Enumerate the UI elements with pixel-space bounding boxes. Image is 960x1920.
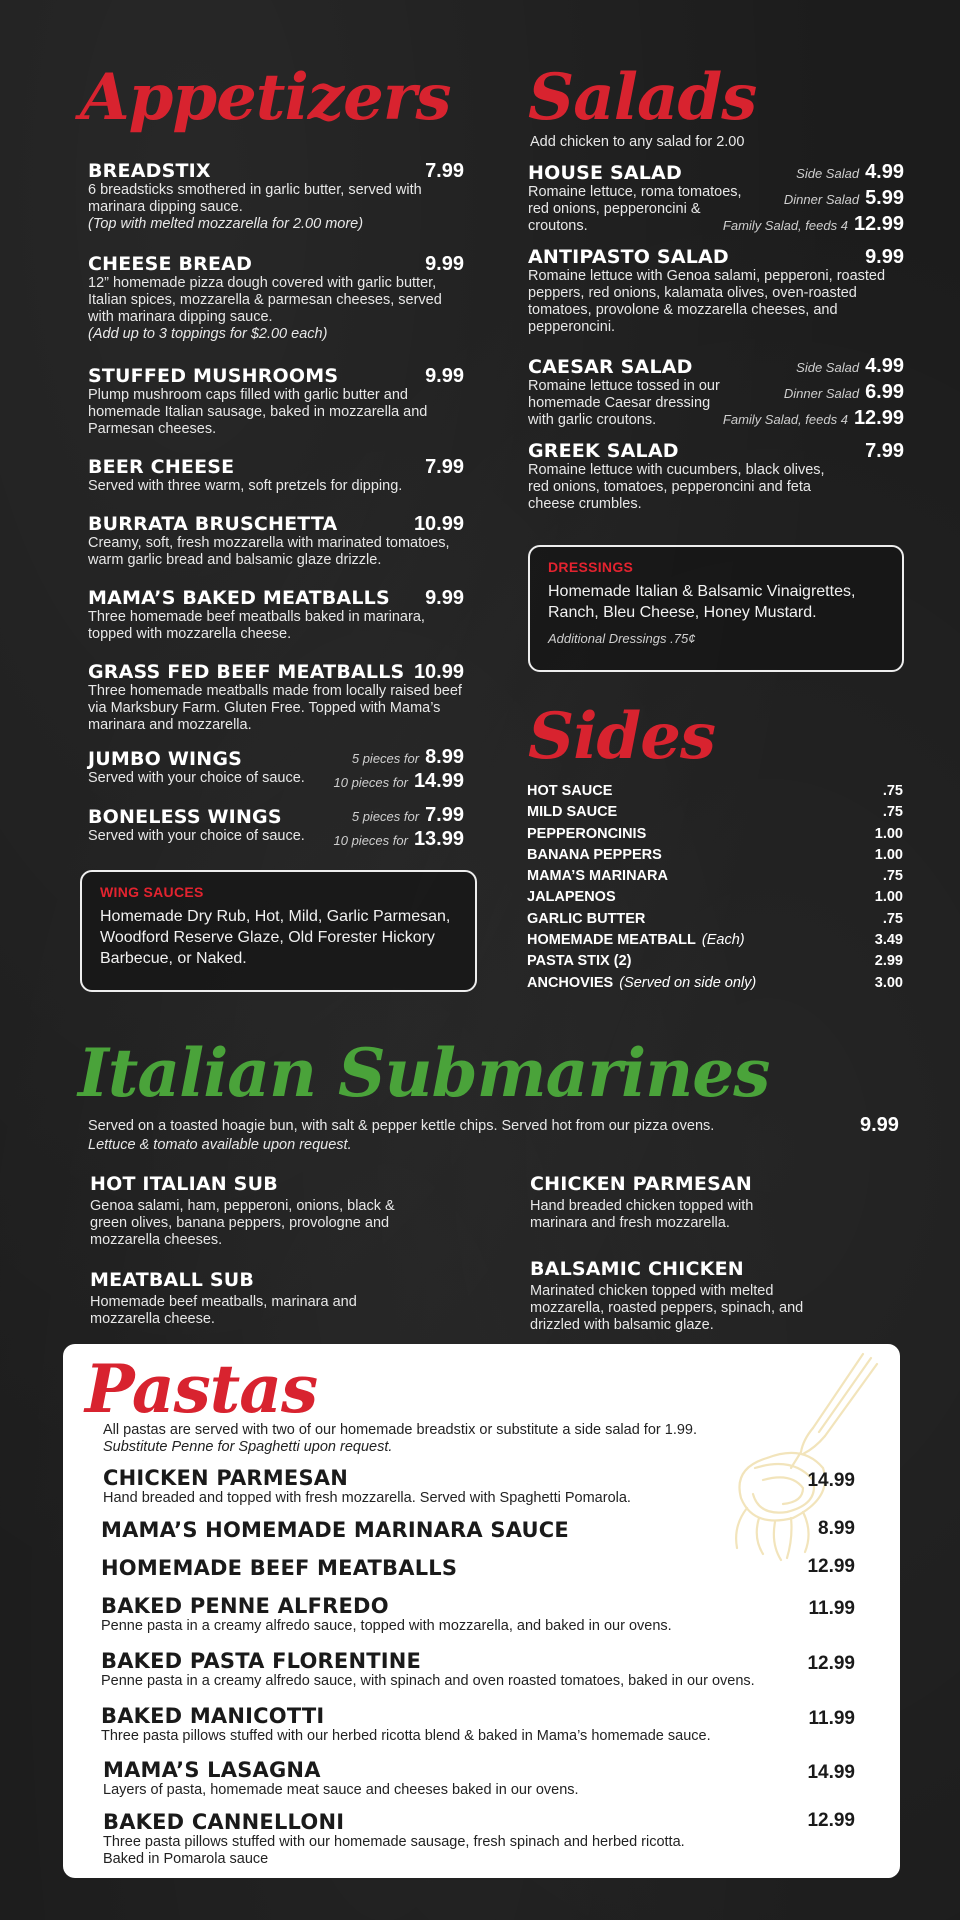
item-description: Romaine lettuce, roma tomatoes, red onions, pepperoncini & croutons.	[528, 184, 742, 234]
salads-column	[528, 162, 904, 535]
item-description: 6 breadsticks smothered in garlic butter, served with marinara dipping sauce.	[88, 182, 422, 215]
box-title: WING SAUCES	[100, 884, 204, 900]
side-price: 1.00	[874, 825, 903, 842]
item-name: HOUSE SALAD	[528, 162, 682, 184]
item-description: 12” homemade pizza dough covered with garlic butter, Italian spices, mozzarella & parmesan cheeses, served with marinara dipping sauce.	[88, 275, 442, 325]
item-name: BAKED CANNELLONI	[103, 1810, 345, 1834]
salad-item	[528, 440, 904, 513]
box-note: Additional Dressings .75¢	[548, 631, 696, 646]
item-price: 9.99	[865, 246, 904, 268]
item-price: 10.99	[413, 513, 464, 535]
item-description: Penne pasta in a creamy alfredo sauce, topped with mozzarella, and baked in our ovens.	[101, 1618, 672, 1634]
side-name: MILD SAUCE	[527, 804, 618, 821]
item-price: 7.99	[425, 456, 464, 478]
appetizer-item	[88, 160, 464, 233]
price-label: Dinner Salad	[783, 386, 860, 401]
item-name: STUFFED MUSHROOMS	[88, 365, 339, 387]
side-item	[527, 953, 903, 974]
side-price: 1.00	[874, 889, 903, 906]
side-price: .75	[882, 910, 903, 927]
appetizers-title: Appetizers	[80, 60, 451, 135]
item-price: 8.99	[818, 1518, 855, 1539]
item-price: 9.99	[425, 365, 464, 387]
item-price: 11.99	[808, 1598, 855, 1619]
item-description: Romaine lettuce with Genoa salami, pepperoni, roasted peppers, red onions, kalamata olives, oven-roasted tomatoes, provolone & mozzarella cheeses, and pepperoncini.	[528, 268, 886, 335]
side-note: (Served on side only)	[619, 974, 757, 991]
side-item	[527, 868, 903, 889]
item-description-2: Baked in Pomarola sauce	[103, 1851, 269, 1867]
pastas-title: Pastas	[85, 1350, 318, 1428]
pasta-item	[101, 1649, 855, 1690]
pasta-item	[101, 1518, 855, 1542]
item-name: BURRATA BRUSCHETTA	[88, 513, 338, 535]
price-label: Dinner Salad	[783, 192, 860, 207]
price-label: Family Salad, feeds 4	[722, 412, 848, 427]
pastas-panel	[63, 1344, 900, 1878]
side-name: HOMEMADE MEATBALL	[527, 932, 696, 949]
item-description: Three pasta pillows stuffed with our homemade sausage, fresh spinach and herbed ricotta.	[103, 1834, 685, 1850]
item-price: 7.99	[425, 160, 464, 182]
price-value: 5.99	[865, 187, 904, 209]
item-description: Three pasta pillows stuffed with our herbed ricotta blend & baked in Mama’s homemade sauce.	[101, 1728, 711, 1744]
item-name: HOT ITALIAN SUB	[90, 1173, 278, 1195]
item-price: 9.99	[425, 587, 464, 609]
appetizer-item	[88, 253, 464, 343]
side-item	[527, 889, 903, 910]
wing-prices	[334, 804, 465, 852]
box-body: Homemade Dry Rub, Hot, Mild, Garlic Parmesan, Woodford Reserve Glaze, Old Forester Hickory Barbecue, or Naked.	[100, 908, 451, 967]
item-description: Hand breaded and topped with fresh mozzarella. Served with Spaghetti Pomarola.	[103, 1490, 631, 1506]
side-item	[527, 826, 903, 847]
side-price: 3.00	[874, 974, 903, 991]
item-description: Homemade beef meatballs, marinara and mozzarella cheese.	[90, 1294, 357, 1327]
side-item	[527, 911, 903, 932]
pasta-item	[103, 1758, 855, 1799]
sub-item	[530, 1258, 850, 1334]
appetizer-item	[88, 365, 464, 438]
side-note: (Each)	[701, 932, 745, 949]
price-value: 8.99	[425, 746, 464, 768]
price-value: 4.99	[865, 161, 904, 183]
subs-price: 9.99	[860, 1114, 899, 1136]
box-title: DRESSINGS	[548, 559, 634, 575]
side-price: 3.49	[874, 932, 903, 949]
item-description: Romaine lettuce with cucumbers, black olives, red onions, tomatoes, pepperoncini and feta cheese crumbles.	[528, 462, 825, 512]
item-name: BAKED PASTA FLORENTINE	[101, 1649, 422, 1673]
item-name: CAESAR SALAD	[528, 356, 693, 378]
salad-item	[528, 356, 904, 434]
item-note: (Top with melted mozzarella for 2.00 more)	[88, 216, 364, 232]
side-item	[527, 847, 903, 868]
item-price: 7.99	[865, 440, 904, 462]
item-description: Served with three warm, soft pretzels for dipping.	[88, 478, 403, 494]
subs-intro-note: Lettuce & tomato available upon request.	[88, 1137, 352, 1153]
item-description: Marinated chicken topped with melted mozzarella, roasted peppers, spinach, and drizzled with balsamic glaze.	[530, 1283, 804, 1333]
wing-item	[88, 748, 464, 790]
side-item	[527, 804, 903, 825]
side-name: HOT SAUCE	[527, 783, 613, 799]
item-price: 12.99	[807, 1556, 855, 1577]
appetizers-column	[88, 160, 464, 848]
salad-prices	[723, 160, 904, 238]
pasta-item	[101, 1594, 855, 1635]
item-name: CHICKEN PARMESAN	[530, 1173, 752, 1195]
price-value: 6.99	[865, 381, 904, 403]
subs-left-column	[90, 1173, 420, 1350]
item-description: Served with your choice of sauce.	[88, 770, 305, 786]
price-value: 13.99	[413, 828, 464, 850]
item-description: Three homemade meatballs made from locally raised beef via Marksbury Farm. Gluten Free. Topped with Mama’s marinara and mozzarella.	[88, 683, 462, 733]
pasta-item	[103, 1810, 855, 1868]
item-price: 9.99	[425, 253, 464, 275]
side-price: .75	[882, 868, 903, 885]
price-label: Side Salad	[796, 360, 860, 375]
dressings-box	[528, 545, 904, 672]
pasta-item	[101, 1556, 855, 1580]
price-label: 5 pieces for	[351, 751, 420, 766]
side-price: 2.99	[874, 953, 903, 970]
subs-intro: Served on a toasted hoagie bun, with salt & pepper kettle chips. Served hot from our pizza ovens.	[88, 1118, 715, 1134]
wing-prices	[334, 746, 465, 794]
price-value: 14.99	[413, 770, 464, 792]
item-note: (Add up to 3 toppings for $2.00 each)	[88, 326, 328, 342]
sub-item	[90, 1269, 420, 1328]
side-name: BANANA PEPPERS	[527, 846, 662, 863]
salad-prices	[723, 354, 904, 432]
salads-title: Salads	[528, 60, 757, 135]
sides-list	[527, 783, 903, 996]
pastas-intro-note: Substitute Penne for Spaghetti upon request.	[103, 1439, 393, 1455]
subs-title: Italian Submarines	[78, 1034, 770, 1112]
side-name: PEPPERONCINIS	[527, 825, 647, 842]
item-name: CHEESE BREAD	[88, 253, 253, 275]
price-value: 12.99	[853, 407, 904, 429]
salads-subtitle: Add chicken to any salad for 2.00	[530, 134, 745, 150]
item-name: BEER CHEESE	[88, 456, 235, 478]
item-description: Hand breaded chicken topped with marinara and fresh mozzarella.	[530, 1198, 754, 1231]
item-price: 14.99	[807, 1470, 855, 1491]
appetizer-item	[88, 456, 464, 495]
item-name: ANTIPASTO SALAD	[528, 246, 729, 268]
side-name: MAMA’S MARINARA	[527, 868, 668, 885]
item-name: BAKED PENNE ALFREDO	[101, 1594, 389, 1618]
item-description: Romaine lettuce tossed in our homemade Caesar dressing with garlic croutons.	[528, 378, 720, 428]
item-price: 12.99	[807, 1653, 855, 1674]
side-name: ANCHOVIES	[527, 974, 614, 991]
appetizer-item	[88, 661, 464, 734]
subs-right-column	[530, 1173, 850, 1356]
side-price: .75	[882, 783, 903, 799]
price-label: 5 pieces for	[351, 809, 420, 824]
item-name: JUMBO WINGS	[88, 748, 243, 770]
item-name: MAMA’S LASAGNA	[103, 1758, 321, 1782]
item-price: 14.99	[807, 1762, 855, 1783]
price-label: Side Salad	[796, 166, 860, 181]
salad-item	[528, 246, 904, 336]
item-name: MAMA’S BAKED MEATBALLS	[88, 587, 390, 609]
item-price: 10.99	[413, 661, 464, 683]
sides-title: Sides	[528, 699, 716, 774]
price-label: 10 pieces for	[333, 833, 408, 848]
item-name: BONELESS WINGS	[88, 806, 282, 828]
item-name: MEATBALL SUB	[90, 1269, 255, 1291]
item-description: Served with your choice of sauce.	[88, 828, 305, 844]
price-label: 10 pieces for	[333, 775, 408, 790]
appetizer-item	[88, 513, 464, 569]
item-name: GRASS FED BEEF MEATBALLS	[88, 661, 405, 683]
price-label: Family Salad, feeds 4	[722, 218, 848, 233]
item-price: 12.99	[807, 1810, 855, 1831]
appetizer-item	[88, 587, 464, 643]
item-description: Three homemade beef meatballs baked in marinara, topped with mozzarella cheese.	[88, 609, 425, 642]
side-price: .75	[882, 804, 903, 821]
price-value: 7.99	[425, 804, 464, 826]
item-name: BREADSTIX	[88, 160, 211, 182]
item-description: Creamy, soft, fresh mozzarella with marinated tomatoes, warm garlic bread and balsamic glaze drizzle.	[88, 535, 450, 568]
item-description: Plump mushroom caps filled with garlic butter and homemade Italian sausage, baked in mozzarella and Parmesan cheeses.	[88, 387, 428, 437]
pasta-item	[103, 1466, 855, 1507]
item-price: 11.99	[808, 1708, 855, 1729]
wing-item	[88, 806, 464, 848]
side-item	[527, 783, 903, 804]
side-name: JALAPENOS	[527, 889, 616, 906]
item-description: Genoa salami, ham, pepperoni, onions, black & green olives, banana peppers, provologne and mozzarella cheeses.	[90, 1198, 395, 1248]
item-name: GREEK SALAD	[528, 440, 679, 462]
sub-item	[530, 1173, 850, 1232]
box-body: Homemade Italian & Balsamic Vinaigrettes, Ranch, Bleu Cheese, Honey Mustard.	[548, 583, 856, 621]
item-description: Penne pasta in a creamy alfredo sauce, with spinach and oven roasted tomatoes, baked in our ovens.	[101, 1673, 755, 1689]
item-name: BAKED MANICOTTI	[101, 1704, 325, 1728]
price-value: 12.99	[853, 213, 904, 235]
side-name: GARLIC BUTTER	[527, 910, 646, 927]
item-description: Layers of pasta, homemade meat sauce and cheeses baked in our ovens.	[103, 1782, 579, 1798]
pasta-item	[101, 1704, 855, 1745]
pastas-intro: All pastas are served with two of our homemade breadstix or substitute a side salad for 1.99.	[103, 1422, 698, 1438]
side-item	[527, 975, 903, 996]
side-name: PASTA STIX (2)	[527, 953, 632, 970]
item-name: CHICKEN PARMESAN	[103, 1466, 348, 1490]
side-item	[527, 932, 903, 953]
item-name: HOMEMADE BEEF MEATBALLS	[101, 1556, 458, 1580]
wing-sauces-box	[80, 870, 477, 992]
price-value: 4.99	[865, 355, 904, 377]
side-price: 1.00	[874, 846, 903, 863]
item-name: MAMA’S HOMEMADE MARINARA SAUCE	[101, 1518, 569, 1542]
salad-item	[528, 162, 904, 238]
sub-item	[90, 1173, 420, 1249]
item-name: BALSAMIC CHICKEN	[530, 1258, 744, 1280]
